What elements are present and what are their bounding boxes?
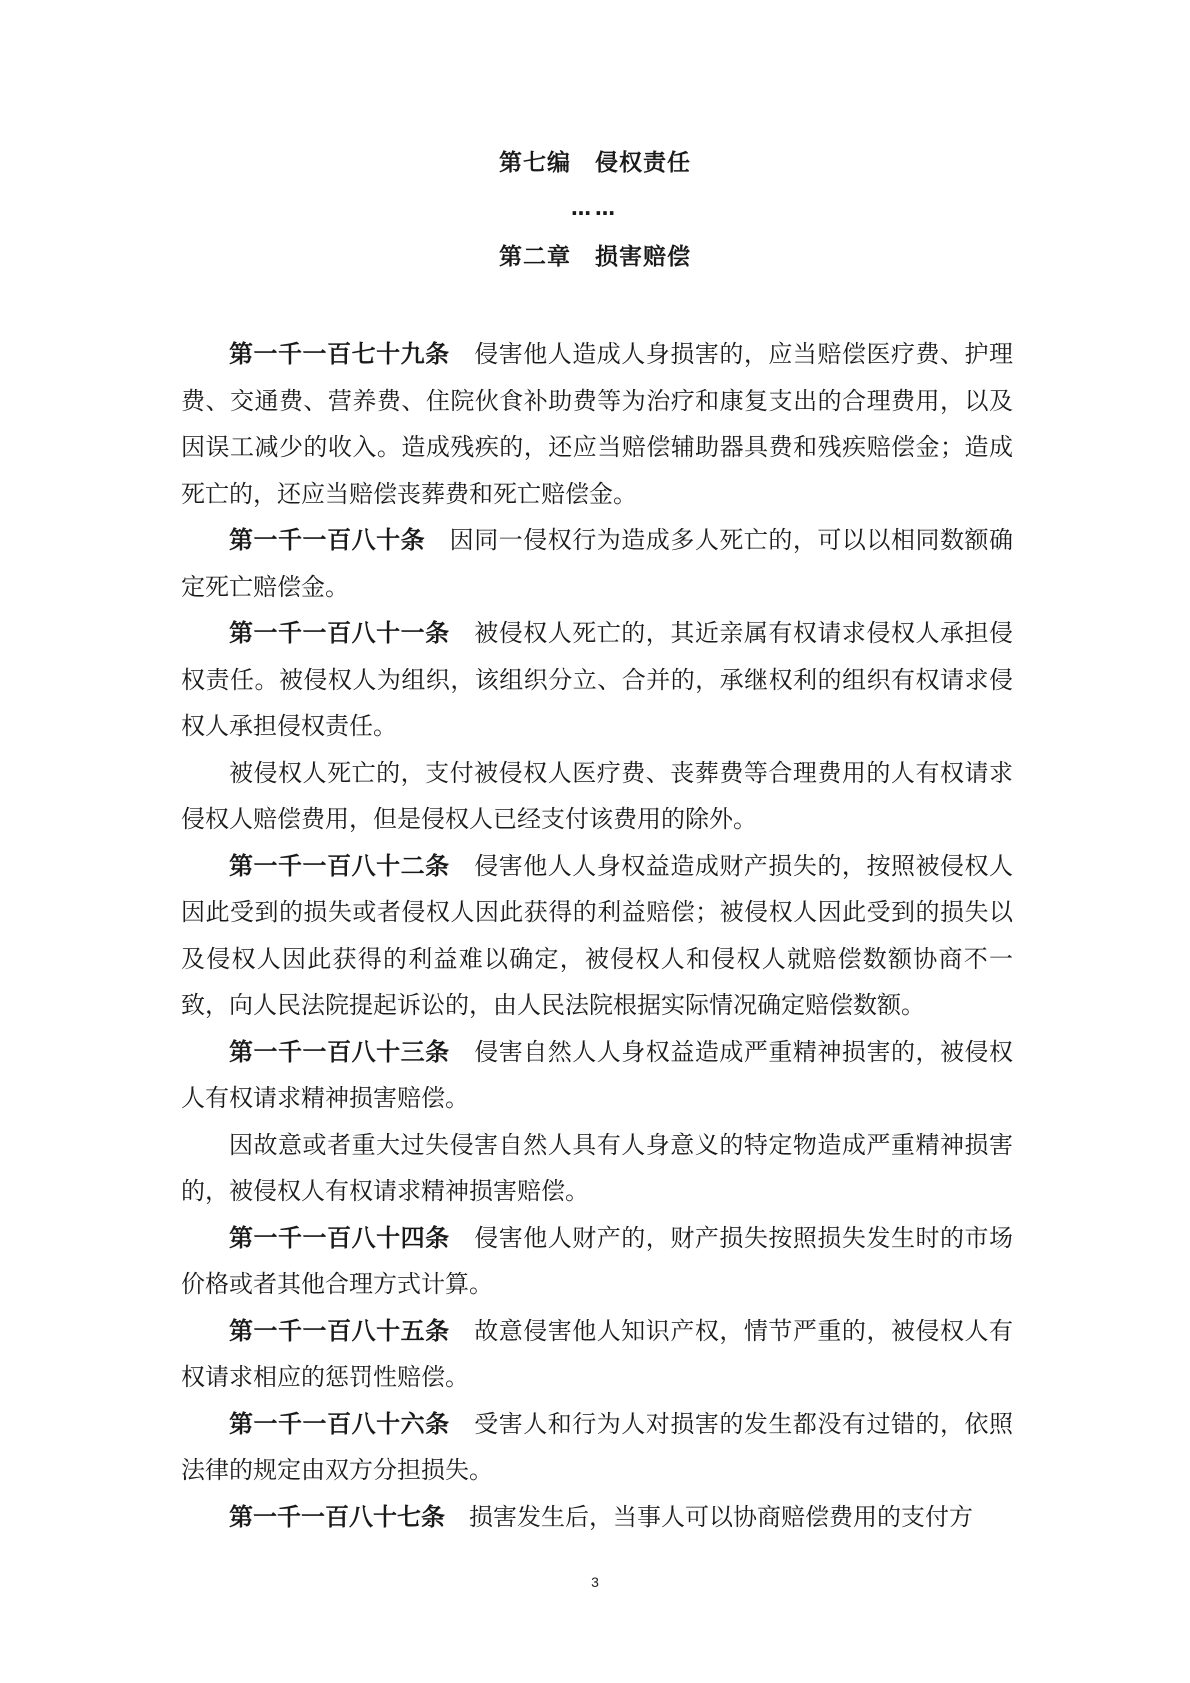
article-paragraph: [181, 517, 1013, 610]
article-paragraph: [181, 1215, 1013, 1308]
article-text: 被侵权人死亡的，支付被侵权人医疗费、丧葬费等合理费用的人有权请求侵权人赔偿费用，但是侵权人已经支付该费用的除外。: [181, 758, 1013, 833]
article-paragraph: [181, 843, 1013, 1029]
article-number: 第一千一百八十三条: [229, 1037, 450, 1066]
article-text: 受害人和行为人对损害的发生都没有过错的，依照法律的规定由双方分担损失。: [181, 1409, 1014, 1484]
article-paragraph: [181, 1029, 1013, 1122]
article-number: 第一千一百八十七条: [229, 1502, 445, 1531]
article-number: 第一千一百八十条: [229, 526, 426, 554]
article-number: 第一千一百八十四条: [229, 1223, 450, 1252]
article-text: 侵害他人财产的，财产损失按照损失发生时的市场价格或者其他合理方式计算。: [181, 1223, 1014, 1298]
continuation-paragraph: [181, 1122, 1013, 1215]
article-text: 侵害他人造成人身损害的，应当赔偿医疗费、护理费、交通费、营养费、住院伙食补助费等为治疗和康复支出的合理费用，以及因误工减少的收入。造成残疾的，还应当赔偿辅助器具费和残疾赔偿金；造成死亡的，还应当赔偿丧葬费和死亡赔偿金。: [181, 340, 1014, 508]
body-text: [181, 331, 1013, 1540]
article-number: 第一千一百七十九条: [229, 340, 450, 368]
omission-ellipsis: ……: [571, 196, 619, 220]
article-number: 第一千一百八十六条: [229, 1409, 450, 1438]
continuation-paragraph: [181, 750, 1013, 843]
article-number: 第一千一百八十一条: [229, 619, 450, 647]
article-text: 侵害自然人人身权益造成严重精神损害的，被侵权人有权请求精神损害赔偿。: [181, 1037, 1014, 1112]
article-text: 损害发生后，当事人可以协商赔偿费用的支付方: [469, 1502, 973, 1531]
article-paragraph: [181, 610, 1013, 750]
article-text: 侵害他人人身权益造成财产损失的，按照被侵权人因此受到的损失或者侵权人因此获得的利益赔偿；被侵权人因此受到的损失以及侵权人因此获得的利益难以确定，被侵权人和侵权人就赔偿数额协商不一致，向人民法院提起诉讼的，由人民法院根据实际情况确定赔偿数额。: [181, 851, 1014, 1019]
part-title: 第七编 侵权责任: [499, 150, 691, 176]
article-text: 被侵权人死亡的，其近亲属有权请求侵权人承担侵权责任。被侵权人为组织，该组织分立、合并的，承继权利的组织有权请求侵权人承担侵权责任。: [181, 619, 1014, 740]
article-text: 因同一侵权行为造成多人死亡的，可以以相同数额确定死亡赔偿金。: [181, 526, 1014, 601]
article-text: 故意侵害他人知识产权，情节严重的，被侵权人有权请求相应的惩罚性赔偿。: [181, 1316, 1014, 1391]
page-number: 3: [591, 1574, 599, 1590]
article-number: 第一千一百八十五条: [229, 1316, 450, 1345]
chapter-title: 第二章 损害赔偿: [499, 244, 691, 270]
article-paragraph: [181, 1308, 1013, 1401]
article-paragraph: [181, 331, 1013, 517]
article-paragraph: [181, 1494, 1013, 1541]
article-paragraph: [181, 1401, 1013, 1494]
article-number: 第一千一百八十二条: [229, 851, 450, 880]
article-text: 因故意或者重大过失侵害自然人具有人身意义的特定物造成严重精神损害的，被侵权人有权请求精神损害赔偿。: [181, 1130, 1013, 1205]
